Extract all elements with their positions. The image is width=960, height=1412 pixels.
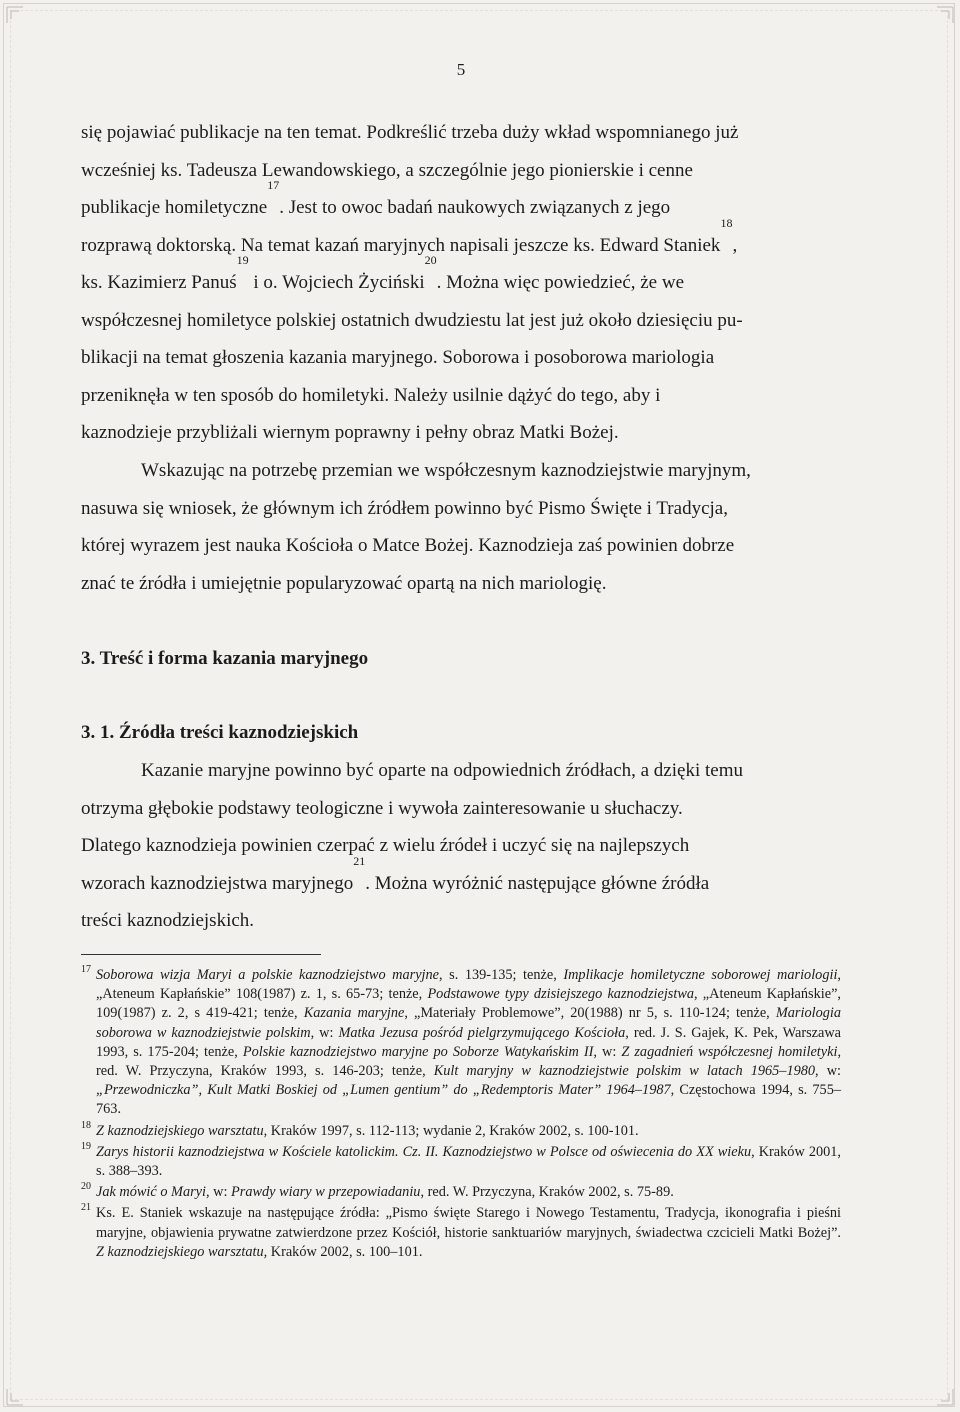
- section-heading: 3. Treść i forma kazania maryjnego: [81, 648, 369, 669]
- footnote-run: , red. W. Przyczyna, Kraków 2002, s. 75-89.: [420, 1184, 674, 1201]
- footnote-ref[interactable]: 19: [236, 253, 249, 267]
- corner-ornament-icon: [936, 1388, 954, 1406]
- text-line: przeniknęła w ten sposób do homiletyki. Należy usilnie dążyć do tego, aby i: [81, 384, 661, 406]
- footnote-ref[interactable]: 18: [720, 215, 733, 230]
- footnote-text: [96, 967, 841, 1117]
- text-line: Dlatego kaznodzieja powinien czerpać z wielu źródeł i uczyć się na najlepszych: [81, 835, 690, 856]
- corner-ornament-icon: [6, 1388, 24, 1406]
- footnote-20: [81, 1183, 841, 1202]
- footnote-title: Prawdy wiary w przepowiadaniu: [231, 1184, 421, 1201]
- body-paragraph-1: [81, 114, 841, 452]
- footnote-title: Polskie kaznodziejstwo maryjne po Soborze Watykańskim II: [242, 1043, 594, 1060]
- text-line: kaznodzieje przybliżali wiernym poprawny i pełny obraz Matki Bożej.: [81, 422, 619, 443]
- footnote-title: Matka Jezusa pośród pielgrzymującego Kościoła: [338, 1024, 626, 1041]
- subsection-heading: 3. 1. Źródła treści kaznodziejskich: [81, 722, 359, 743]
- footnote-title: Kult maryjny w kaznodziejstwie polskim w latach 1965–1980: [433, 1063, 816, 1080]
- footnote-19: [81, 1140, 841, 1181]
- text-line: znać te źródła i umiejętnie popularyzować opartą na nich mariologię.: [81, 572, 607, 594]
- text-line: ks. Kazimierz Panuś$^{19}$ i o. Wojciech Życiński$^{20}$. Można więc powiedzieć, że we: [81, 253, 685, 293]
- footnote-ref[interactable]: 20: [424, 253, 437, 267]
- footnote-run: , „Ateneum Kapłańskie” 108(1987) z. 1, s. 65-73; tenże,: [96, 967, 841, 1003]
- footnote-title: Podstawowe typy dzisiejszego kaznodziejstwa: [427, 986, 695, 1003]
- footnote-run: , s. 139-135; tenże,: [439, 967, 564, 983]
- text-line: Kazanie maryjne powinno być oparte na odpowiednich źródłach, a dzięki temu: [141, 760, 743, 781]
- page-number: 5: [456, 60, 466, 79]
- footnote-run: , Częstochowa 1994, s. 755–763.: [96, 1082, 841, 1118]
- footnote-run: , „Materiały Problemowe”, 20(1988) nr 5, s. 110-124; tenże,: [404, 1005, 776, 1022]
- footnote-ref[interactable]: 21: [353, 853, 366, 868]
- footnote-title: Zarys historii kaznodziejstwa w Kościele katolickim. Cz. II. Kaznodziejstwo w Polsce od oświecenia do XX wieku: [96, 1143, 752, 1160]
- footnote-run: , Kraków 1997, s. 112-113; wydanie 2, Kraków 2002, s. 100-101.: [263, 1122, 639, 1139]
- footnote-title: Z zagadnień współczesnej homiletyki: [621, 1043, 838, 1060]
- text-line: wcześniej ks. Tadeusza Lewandowskiego, a szczególnie jego pionierskie i cenne: [81, 159, 693, 181]
- footnote-title: Z kaznodziejskiego warsztatu,: [96, 1243, 268, 1260]
- text-line: Wskazując na potrzebę przemian we współczesnym kaznodziejstwie maryjnym,: [141, 460, 751, 481]
- text-line: której wyrazem jest nauka Kościoła o Matce Bożej. Kaznodzieja zaś powinien dobrze: [81, 535, 735, 556]
- text-line: się pojawiać publikacje na ten temat. Podkreślić trzeba duży wkład wspomnianego już: [81, 122, 739, 143]
- footnote-title: Kazania maryjne: [303, 1005, 405, 1022]
- footnote-run: , w:: [310, 1024, 339, 1041]
- footnote-run: , w:: [205, 1184, 232, 1201]
- footnote-18: [81, 1119, 841, 1141]
- footnote-number: 18: [81, 1119, 91, 1131]
- corner-ornament-icon: [6, 6, 24, 24]
- footnote-21: [81, 1204, 841, 1262]
- footnote-run: , „Ateneum Kapłańskie”, 109(1987) z. 2, s 419-421; tenże,: [96, 986, 841, 1022]
- footnote-title: Soborowa wizja Maryi a polskie kaznodziejstwo maryjne: [96, 967, 440, 983]
- footnote-title: Z kaznodziejskiego warsztatu: [96, 1122, 264, 1139]
- footnote-ref[interactable]: 17: [267, 178, 280, 192]
- footnote-text: [96, 1144, 841, 1179]
- footnote-number: 20: [81, 1181, 91, 1193]
- footnote-title: Implikacje homiletyczne soborowej mariologii: [563, 967, 838, 983]
- text-line: otrzyma głębokie podstawy teologiczne i wywoła zainteresowanie u słuchaczy.: [81, 797, 683, 819]
- body-paragraph-2: [81, 452, 841, 602]
- footnotes: [81, 966, 841, 1262]
- footnote-text: [96, 1205, 841, 1259]
- footnote-number: 19: [81, 1140, 91, 1152]
- footnote-run: Kraków 2002, s. 100–101.: [267, 1243, 423, 1260]
- text-line: współczesnej homiletyce polskiej ostatnich dwudziestu lat jest już około dziesięciu pu-: [81, 309, 743, 331]
- footnote-separator: [81, 954, 321, 955]
- text-line: treści kaznodziejskich.: [81, 910, 255, 931]
- footnote-17: [81, 966, 841, 1120]
- footnote-title: Jak mówić o Maryi: [96, 1184, 206, 1201]
- footnote-run: , red. W. Przyczyna, Kraków 1993, s. 146-203; tenże,: [96, 1043, 842, 1080]
- footnote-number: 21: [81, 1202, 91, 1214]
- footnote-run: , red. J. S. Gajek, K. Pek, Warszawa 1993, s. 175-204; tenże,: [96, 1024, 842, 1060]
- footnote-run: , Kraków 2001, s. 388–393.: [96, 1143, 841, 1180]
- footnote-text: [96, 1184, 674, 1200]
- footnote-run: , w:: [815, 1063, 841, 1080]
- text-line: nasuwa się wniosek, że głównym ich źródłem powinno być Pismo Święte i Tradycja,: [81, 497, 728, 519]
- footnote-number: 17: [81, 964, 91, 975]
- text-line: rozprawą doktorską. Na temat kazań maryjnych napisali jeszcze ks. Edward Staniek$^{18}$,: [81, 215, 738, 256]
- text-line: blikacji na temat głoszenia kazania maryjnego. Soborowa i posoborowa mariologia: [81, 347, 715, 368]
- body-paragraph-3: [81, 752, 841, 940]
- footnote-run: , w:: [593, 1043, 622, 1060]
- corner-ornament-icon: [936, 6, 954, 24]
- footnote-run: Ks. E. Staniek wskazuje na następujące źródła: „Pismo święte Starego i Nowego Testamentu, Tradycja, ikonografia i pieśni maryjne, objawienia prywatne zatwierdzone przez Kościół, historie sanktuariów maryjnych, świadectwa czcicieli Matki Bożej”.: [96, 1205, 841, 1241]
- text-line: wzorach kaznodziejstwa maryjnego$^{21}$. Można wyróżnić następujące główne źródła: [81, 853, 710, 894]
- text-line: publikacje homiletyczne$^{17}$. Jest to owoc badań naukowych związanych z jego: [81, 178, 671, 218]
- footnote-text: [96, 1123, 639, 1139]
- footnote-title: „Przewodniczka”, Kult Matki Boskiej od „Lumen gentium” do „Redemptoris Mater” 1964–1987: [96, 1082, 671, 1099]
- footnote-title: Mariologia soborowa w kaznodziejstwie polskim: [96, 1005, 841, 1041]
